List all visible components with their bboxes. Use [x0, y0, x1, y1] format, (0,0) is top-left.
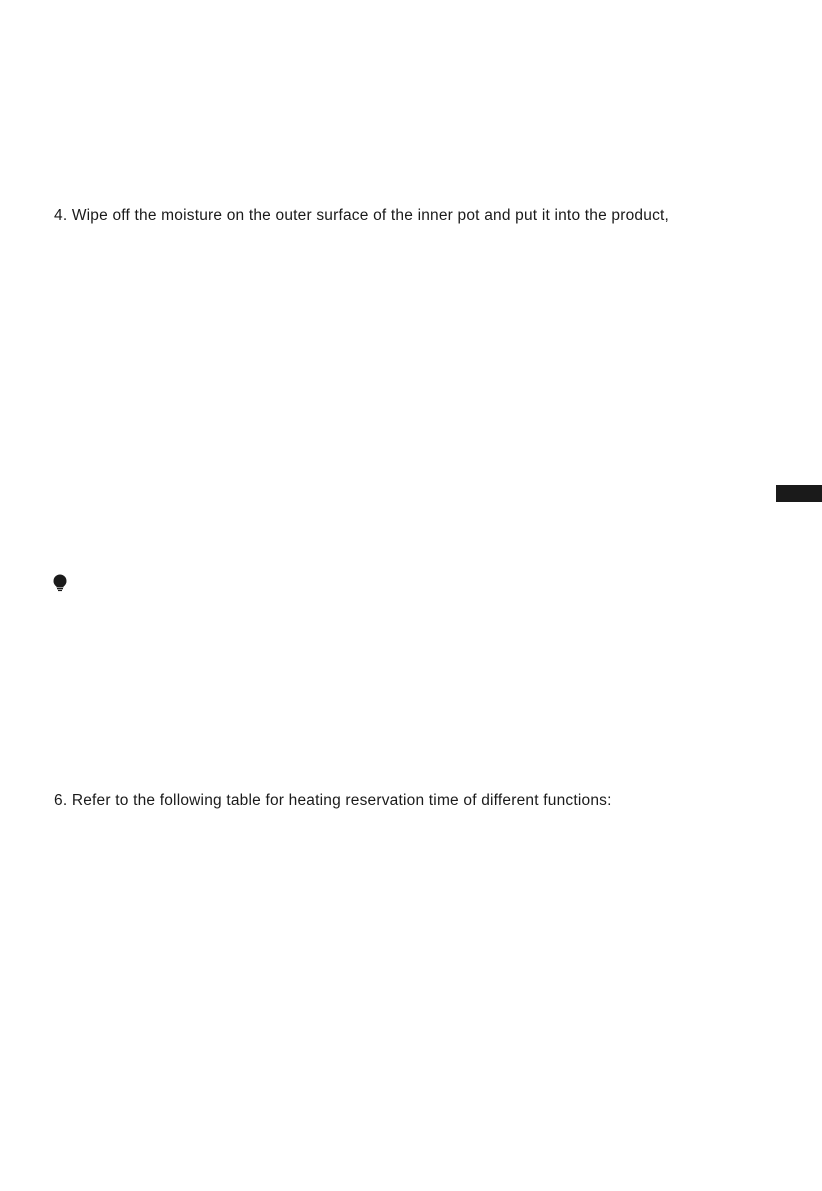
step-6-text: 6. Refer to the following table for heating reservation time of different functions:	[54, 792, 612, 809]
lightbulb-icon	[52, 574, 68, 592]
section-tab-marker	[776, 485, 822, 502]
step-4-text: 4. Wipe off the moisture on the outer surface of the inner pot and put it into the product,	[54, 207, 670, 224]
